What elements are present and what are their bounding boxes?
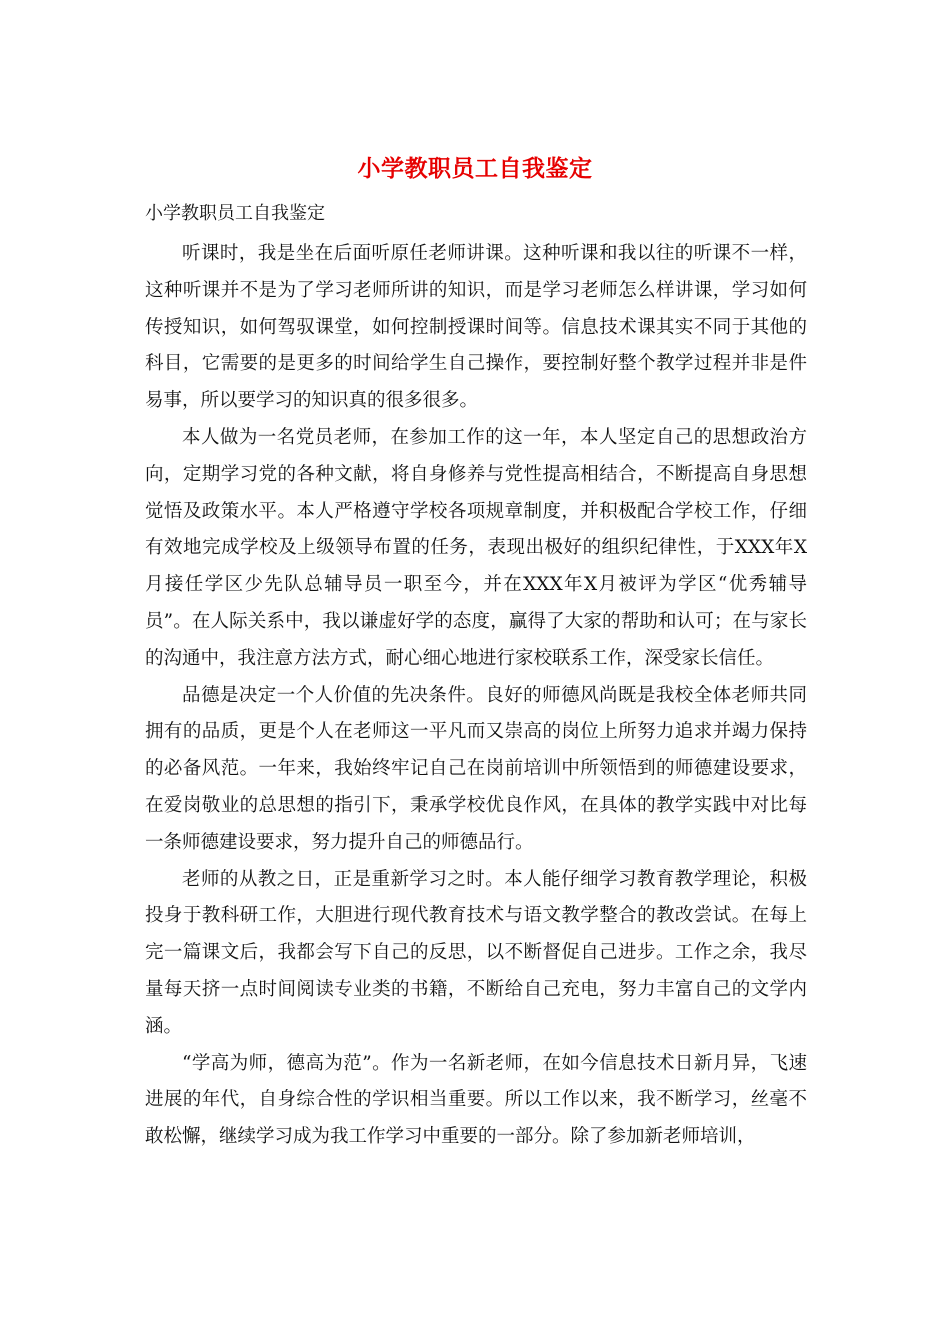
paragraph: 本人做为一名党员老师，在参加工作的这一年，本人坚定自己的思想政治方向，定期学习党的各种文献，将自身修养与党性提高相结合，不断提高自身思想觉悟及政策水平。本人严格遵守学校各项规章制度，并积极配合学校工作，仔细有效地完成学校及上级领导布置的任务，表现出极好的组织纪律性，于XXX年X月接任学区少先队总辅导员一职至今，并在XXX年X月被评为学区“优秀辅导员”。在人际关系中，我以谦虚好学的态度，赢得了大家的帮助和认可；在与家长的沟通中，我注意方法方式，耐心细心地进行家校联系工作，深受家长信任。 bbox=[145, 426, 807, 669]
paragraph: 老师的从教之日，正是重新学习之时。本人能仔细学习教育教学理论，积极投身于教科研工作，大胆进行现代教育技术与语文教学整合的教改尝试。在每上完一篇课文后，我都会写下自己的反思，以不断督促自己进步。工作之余，我尽量每天挤一点时间阅读专业类的书籍，不断给自己充电，努力丰富自己的文学内涵。 bbox=[145, 868, 807, 1037]
paragraph: 听课时，我是坐在后面听原任老师讲课。这种听课和我以往的听课不一样，这种听课并不是为了学习老师所讲的知识，而是学习老师怎么样讲课，学习如何传授知识，如何驾驭课堂，如何控制授课时间等。信息技术课其实不同于其他的科目，它需要的是更多的时间给学生自己操作，要控制好整个教学过程并非是件易事，所以要学习的知识真的很多很多。 bbox=[145, 243, 807, 412]
document-body bbox=[145, 231, 807, 1156]
document-title: 小学教职员工自我鉴定 bbox=[357, 155, 593, 182]
document-subtitle: 小学教职员工自我鉴定 bbox=[145, 203, 325, 224]
paragraph: 品德是决定一个人价值的先决条件。良好的师德风尚既是我校全体老师共同拥有的品质，更是个人在老师这一平凡而又崇高的岗位上所努力追求并竭力保持的必备风范。一年来，我始终牢记自己在岗前培训中所领悟到的师德建设要求，在爱岗敬业的总思想的指引下，秉承学校优良作风，在具体的教学实践中对比每一条师德建设要求，努力提升自己的师德品行。 bbox=[145, 684, 807, 853]
paragraph: “学高为师，德高为范”。作为一名新老师，在如今信息技术日新月异，飞速进展的年代，自身综合性的学识相当重要。所以工作以来，我不断学习，丝毫不敢松懈，继续学习成为我工作学习中重要的一部分。除了参加新老师培训， bbox=[145, 1052, 807, 1148]
